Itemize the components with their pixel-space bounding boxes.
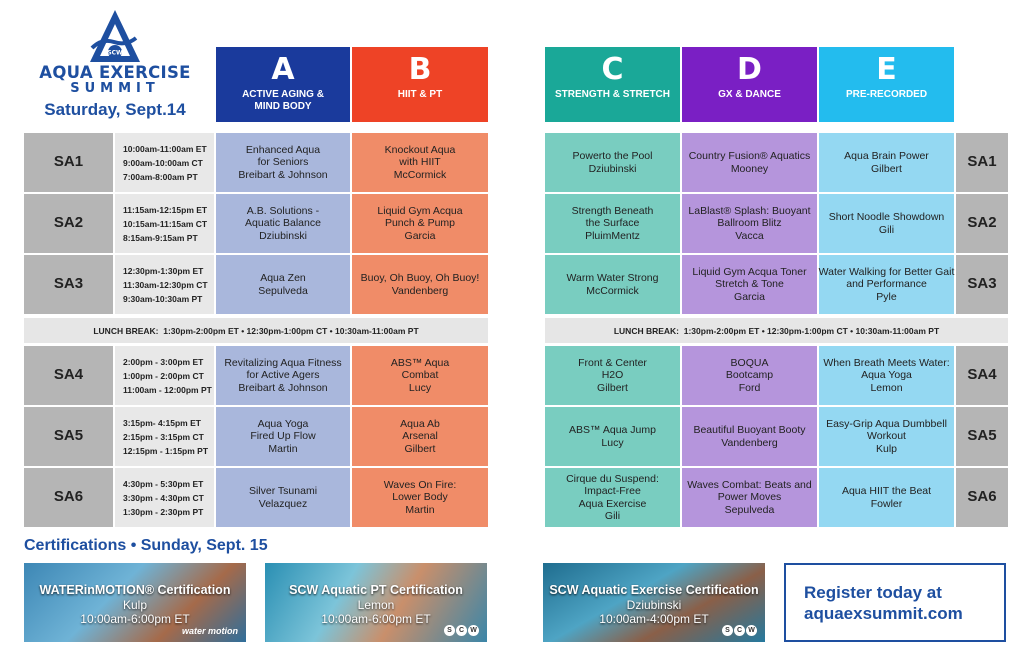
session-cell-e[interactable] — [819, 133, 954, 192]
session-text-line: Stretch & Tone — [715, 278, 784, 291]
time-line: 9:00am-10:00am CT — [123, 157, 203, 168]
track-name: STRENGTH & STRETCH — [555, 89, 670, 100]
time-line: 11:30am-12:30pm CT — [123, 279, 208, 290]
session-text-line: Water Walking for Better Gait — [818, 265, 955, 278]
session-text-line: Short Noodle Showdown — [828, 211, 945, 223]
session-times — [115, 407, 214, 466]
lunch-times: 1:30pm-2:00pm ET • 12:30pm-1:00pm CT • 10:30am-11:00am PT — [163, 325, 419, 336]
session-text-line: Ballroom Blitz — [717, 217, 782, 230]
session-text-line: Dziubinski — [259, 229, 307, 242]
slot-label-text: SA5 — [967, 427, 997, 445]
session-cell-a[interactable] — [216, 468, 350, 527]
session-cell-b[interactable] — [352, 194, 488, 253]
session-times — [115, 194, 214, 253]
session-text-line: Gili — [878, 223, 895, 236]
session-text-line: Dziubinski — [588, 162, 637, 175]
register-url: aquaexsummit.com — [804, 603, 963, 623]
time-line: 9:30am-10:30am PT — [123, 293, 203, 304]
session-text-line: Fowler — [870, 497, 903, 510]
time-line: 3:30pm - 4:30pm CT — [123, 492, 204, 503]
session-text-line: Garcia — [404, 229, 436, 242]
track-letter: A — [271, 52, 295, 87]
session-text-line: Aqua Yoga — [861, 369, 912, 382]
session-text-line: Gilbert — [404, 442, 436, 455]
cert-time: 10:00am-6:00pm ET — [80, 612, 190, 626]
session-cell-c[interactable] — [545, 133, 680, 192]
session-text-line: Ford — [738, 381, 761, 394]
session-text-line: Strength Beneath — [571, 204, 654, 217]
logo-subtitle: SUMMIT — [70, 81, 160, 96]
cert-title: SCW Aquatic Exercise Certification — [549, 583, 759, 597]
lunch-break-right — [545, 318, 1008, 343]
session-text-line: Knockout Aqua — [384, 143, 456, 156]
track-name: GX & DANCE — [718, 89, 781, 100]
track-header-c — [545, 47, 680, 122]
session-text-line: Warm Water Strong — [566, 272, 659, 284]
session-text-line: Cirque du Suspend: — [566, 472, 659, 485]
session-cell-a[interactable] — [216, 407, 350, 466]
session-cell-d[interactable] — [682, 255, 817, 314]
cert-time: 10:00am-6:00pm ET — [321, 612, 431, 626]
session-text-line: Aqua Zen — [260, 272, 306, 284]
certification-card-aquatic-exercise[interactable] — [543, 563, 765, 642]
track-letter: D — [737, 52, 762, 87]
track-letter: E — [876, 52, 897, 87]
time-line: 12:15pm - 1:15pm PT — [123, 445, 209, 456]
slot-label-text: SA1 — [53, 153, 84, 171]
track-letter: C — [601, 52, 624, 87]
session-cell-d[interactable] — [682, 346, 817, 405]
session-text-line: Waves Combat: Beats and — [687, 478, 812, 491]
session-text-line: Buoy, Oh Buoy, Oh Buoy! — [360, 272, 480, 284]
lunch-times: 1:30pm-2:00pm ET • 12:30pm-1:00pm CT • 10:30am-11:00am PT — [683, 325, 940, 336]
session-cell-b[interactable] — [352, 468, 488, 527]
session-text-line: Gilbert — [597, 381, 628, 394]
track-header-e — [819, 47, 954, 122]
session-text-line: Gilbert — [871, 162, 902, 175]
session-times — [115, 255, 214, 314]
slot-label-text: SA3 — [967, 275, 997, 293]
logo-mark-text: SCW — [107, 49, 123, 57]
session-text-line: Beautiful Buoyant Booty — [693, 424, 806, 436]
track-header-b — [352, 47, 488, 122]
session-cell-b[interactable] — [352, 255, 488, 314]
register-link[interactable] — [784, 563, 1006, 642]
summit-logo-mark-icon — [80, 8, 150, 64]
scw-logo-icon: S C W — [444, 625, 479, 636]
certification-card-aquatic-pt[interactable] — [265, 563, 487, 642]
time-line: 2:15pm - 3:15pm CT — [123, 431, 204, 442]
time-line: 2:00pm - 3:00pm ET — [123, 356, 204, 367]
session-text-line: Lucy — [408, 381, 432, 394]
session-text-line: Bootcamp — [725, 369, 774, 382]
session-text-line: Sepulveda — [258, 284, 308, 297]
time-line: 7:00am-8:00am PT — [123, 171, 198, 182]
session-text-line: Vacca — [735, 229, 764, 242]
session-text-line: McCormick — [393, 168, 447, 181]
session-cell-d[interactable] — [682, 407, 817, 466]
session-text-line: Aquatic Balance — [245, 217, 321, 230]
session-text-line: Vandenberg — [391, 284, 449, 297]
session-text-line: Powerto the Pool — [572, 150, 653, 162]
session-cell-c[interactable] — [545, 346, 680, 405]
session-text-line: Martin — [405, 503, 435, 516]
session-text-line: Liquid Gym Acqua — [377, 204, 463, 217]
session-cell-e[interactable] — [819, 468, 954, 527]
slot-label — [24, 255, 113, 314]
slot-label — [24, 346, 113, 405]
session-text-line: Breibart & Johnson — [238, 381, 328, 394]
cert-time: 10:00am-4:00pm ET — [599, 612, 709, 626]
slot-label — [24, 468, 113, 527]
cert-instructor: Dziubinski — [626, 598, 682, 612]
session-text-line: Front & Center — [578, 356, 647, 369]
session-text-line: the Surface — [585, 217, 640, 230]
session-text-line: Vandenberg — [721, 436, 778, 449]
certification-card-waterinmotion[interactable] — [24, 563, 246, 642]
session-cell-c[interactable] — [545, 407, 680, 466]
session-cell-e[interactable] — [819, 346, 954, 405]
session-text-line: ABS™ Aqua — [390, 356, 450, 369]
session-times — [115, 133, 214, 192]
session-text-line: Kulp — [875, 442, 897, 455]
session-text-line: Lower Body — [392, 491, 448, 504]
session-text-line: for Active Agers — [246, 369, 320, 382]
track-name: ACTIVE AGING & MIND BODY — [242, 89, 324, 112]
slot-label-text: SA4 — [967, 366, 997, 384]
slot-label-text: SA2 — [967, 214, 997, 232]
slot-label-right — [956, 407, 1008, 466]
session-cell-b[interactable] — [352, 133, 488, 192]
slot-label — [24, 194, 113, 253]
slot-label — [24, 133, 113, 192]
session-times — [115, 346, 214, 405]
slot-label-text: SA6 — [967, 488, 997, 506]
slot-label-right — [956, 133, 1008, 192]
slot-label-right — [956, 255, 1008, 314]
cert-title: SCW Aquatic PT Certification — [289, 583, 463, 597]
session-text-line: Velazquez — [258, 497, 308, 510]
slot-label-right — [956, 346, 1008, 405]
track-header-d — [682, 47, 817, 122]
session-text-line: Aqua Brain Power — [844, 150, 929, 162]
session-text-line: Liquid Gym Acqua Toner — [692, 265, 807, 278]
session-text-line: Revitalizing Aqua Fitness — [224, 356, 342, 369]
session-cell-e[interactable] — [819, 194, 954, 253]
session-cell-e[interactable] — [819, 255, 954, 314]
slot-label-text: SA6 — [53, 488, 84, 506]
session-cell-c[interactable] — [545, 468, 680, 527]
session-text-line: Martin — [268, 442, 298, 455]
session-cell-e[interactable] — [819, 407, 954, 466]
session-text-line: for Seniors — [257, 156, 309, 169]
session-text-line: Easy-Grip Aqua Dumbbell — [826, 417, 947, 430]
slot-label-right — [956, 468, 1008, 527]
session-text-line: Fired Up Flow — [250, 430, 316, 443]
session-text-line: H2O — [601, 369, 624, 382]
cert-instructor: Kulp — [122, 598, 148, 612]
session-cell-a[interactable] — [216, 255, 350, 314]
slot-label-text: SA1 — [967, 153, 997, 171]
session-text-line: Waves On Fire: — [383, 478, 457, 491]
slot-label-text: SA2 — [53, 214, 84, 232]
session-text-line: Enhanced Aqua — [245, 143, 321, 156]
session-text-line: ABS™ Aqua Jump — [569, 424, 656, 436]
session-text-line: When Breath Meets Water: — [823, 356, 950, 369]
time-line: 1:00pm - 2:00pm CT — [123, 370, 204, 381]
time-line: 10:00am-11:00am ET — [123, 143, 207, 154]
session-text-line: LaBlast® Splash: Buoyant — [688, 204, 811, 217]
event-date: Saturday, Sept.14 — [44, 100, 186, 119]
cert-instructor: Lemon — [357, 598, 395, 612]
session-cell-d[interactable] — [682, 468, 817, 527]
session-text-line: Breibart & Johnson — [238, 168, 328, 181]
session-text-line: Power Moves — [717, 491, 782, 504]
session-text-line: with HIIT — [399, 156, 441, 169]
session-text-line: Punch & Pump — [384, 217, 456, 230]
session-text-line: Lucy — [601, 436, 624, 449]
time-line: 11:00am - 12:00pm PT — [123, 384, 212, 395]
lunch-label: LUNCH BREAK: — [613, 325, 680, 336]
session-text-line: BOQUA — [730, 356, 769, 369]
time-line: 8:15am-9:15am PT — [123, 232, 198, 243]
session-text-line: and Performance — [846, 278, 927, 291]
track-name: PRE-RECORDED — [845, 89, 928, 100]
session-cell-d[interactable] — [682, 194, 817, 253]
logo-title: AQUA EXERCISE — [39, 63, 191, 82]
session-text-line: Arsenal — [402, 430, 438, 443]
session-cell-c[interactable] — [545, 255, 680, 314]
session-text-line: Garcia — [734, 290, 765, 303]
session-text-line: Aqua Exercise — [578, 497, 647, 510]
session-cell-a[interactable] — [216, 346, 350, 405]
session-text-line: Impact-Free — [584, 485, 641, 497]
session-text-line: A.B. Solutions - — [246, 204, 320, 217]
session-text-line: Aqua Ab — [400, 417, 440, 430]
time-line: 4:30pm - 5:30pm ET — [123, 478, 204, 489]
session-times — [115, 468, 214, 527]
session-cell-a[interactable] — [216, 133, 350, 192]
session-cell-b[interactable] — [352, 407, 488, 466]
session-cell-b[interactable] — [352, 346, 488, 405]
certifications-heading: Certifications • Sunday, Sept. 15 — [24, 537, 268, 554]
cert-title: WATERinMOTION® Certification — [39, 583, 231, 597]
slot-label — [24, 407, 113, 466]
slot-label-text: SA3 — [53, 275, 84, 293]
time-line: 11:15am-12:15pm ET — [123, 204, 208, 215]
session-text-line: McCormick — [586, 284, 639, 297]
register-line-1: Register today at — [804, 582, 942, 602]
session-text-line: PluimMentz — [585, 229, 640, 242]
time-line: 12:30pm-1:30pm ET — [123, 265, 204, 276]
session-text-line: Silver Tsunami — [248, 485, 318, 497]
lunch-label: LUNCH BREAK: — [93, 325, 159, 336]
session-text-line: Lemon — [870, 381, 903, 394]
session-cell-a[interactable] — [216, 194, 350, 253]
water-motion-logo-icon: water motion — [181, 626, 238, 636]
summit-logo — [20, 8, 210, 128]
track-name: HIIT & PT — [397, 89, 443, 100]
slot-label-text: SA5 — [53, 427, 84, 445]
session-text-line: Aqua HIIT the Beat — [841, 485, 932, 497]
track-header-a — [216, 47, 350, 122]
session-text-line: Sepulveda — [724, 503, 775, 516]
time-line: 1:30pm - 2:30pm PT — [123, 506, 204, 517]
track-letter: B — [408, 52, 432, 87]
session-text-line: Combat — [401, 369, 439, 382]
time-line: 3:15pm- 4:15pm ET — [123, 417, 201, 428]
session-text-line: Gili — [604, 510, 621, 522]
slot-label-right — [956, 194, 1008, 253]
time-line: 10:15am-11:15am CT — [123, 218, 208, 229]
session-cell-c[interactable] — [545, 194, 680, 253]
session-text-line: Country Fusion® Aquatics — [688, 150, 811, 162]
session-text-line: Workout — [867, 430, 906, 443]
lunch-break-left — [24, 318, 488, 343]
session-cell-d[interactable] — [682, 133, 817, 192]
scw-logo-icon: S C W — [722, 625, 757, 636]
session-text-line: Pyle — [876, 290, 897, 303]
session-text-line: Aqua Yoga — [257, 417, 309, 430]
slot-label-text: SA4 — [53, 366, 84, 384]
session-text-line: Mooney — [730, 162, 769, 175]
